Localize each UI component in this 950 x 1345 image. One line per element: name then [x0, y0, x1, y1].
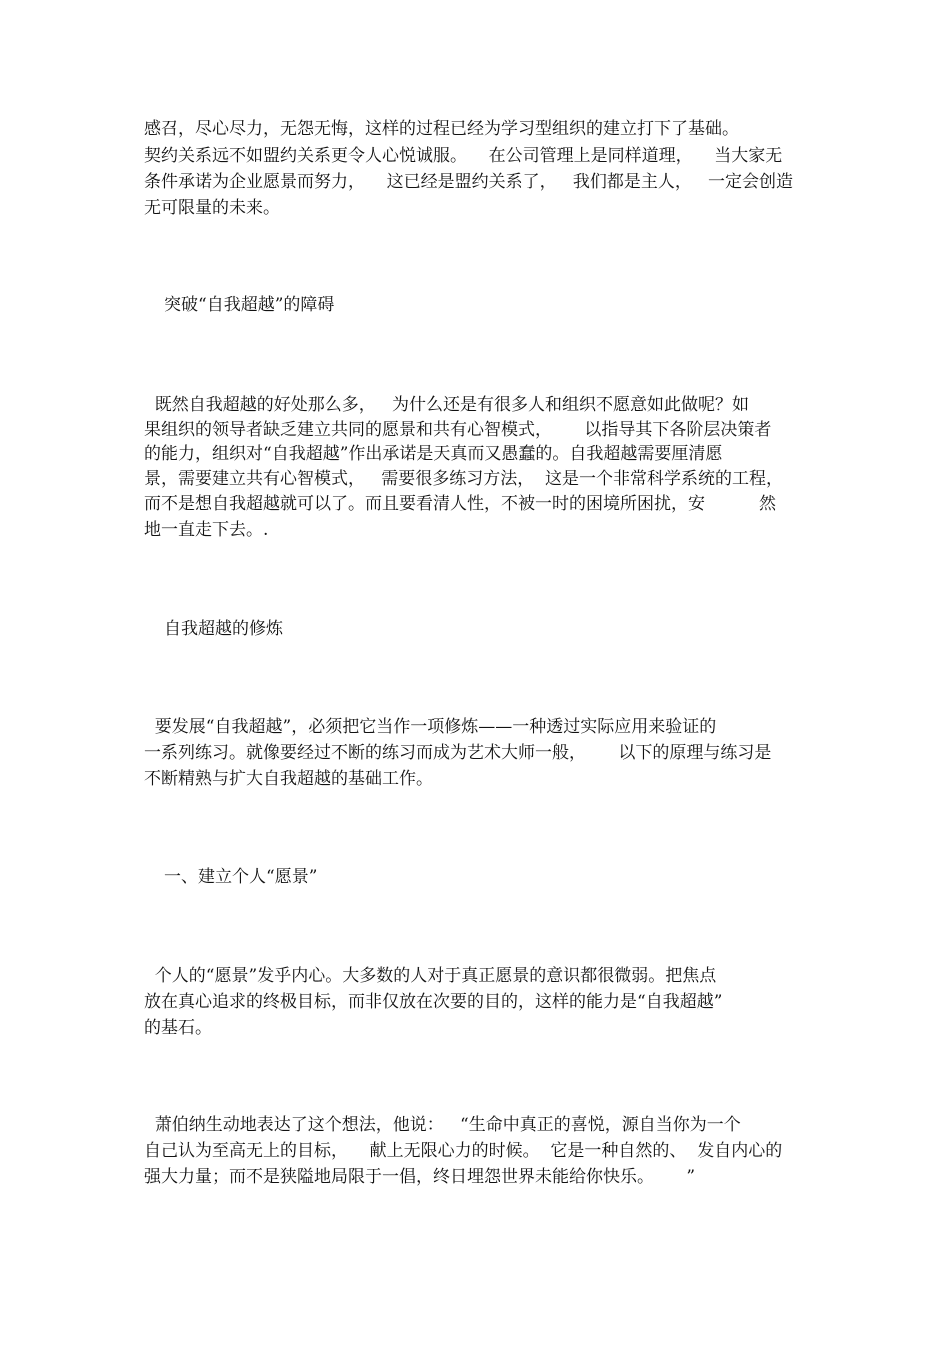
- paragraph-line: 地一直走下去。.: [144, 520, 269, 540]
- paragraph-line: 不断精熟与扩大自我超越的基础工作。: [144, 769, 433, 789]
- paragraph-line: 果组织的领导者缺乏建立共同的愿景和共有心智模式， 以指导其下各阶层决策者: [144, 420, 772, 440]
- paragraph-line: 一系列练习。就像要经过不断的练习而成为艺术大师一般， 以下的原理与练习是: [144, 743, 772, 763]
- section-heading: 一、建立个人“愿景”: [164, 867, 318, 887]
- paragraph-line: 感召，尽心尽力，无怨无悔，这样的过程已经为学习型组织的建立打下了基础。: [144, 119, 739, 139]
- paragraph-line: 而不是想自我超越就可以了。而且要看清人性，不被一时的困境所困扰，安 然: [144, 494, 777, 514]
- paragraph-line: 的基石。: [144, 1018, 212, 1038]
- paragraph-line: 萧伯纳生动地表达了这个想法，他说： “生命中真正的喜悦，源自当你为一个: [144, 1115, 741, 1135]
- paragraph-line: 条件承诺为企业愿景而努力， 这已经是盟约关系了， 我们都是主人， 一定会创造: [144, 172, 794, 192]
- paragraph-line: 强大力量；而不是狭隘地局限于一倡，终日埋怨世界未能给你快乐。 ”: [144, 1167, 696, 1187]
- paragraph-line: 要发展“自我超越”，必须把它当作一项修炼——一种透过实际应用来验证的: [144, 717, 717, 737]
- paragraph-line: 放在真心追求的终极目标，而非仅放在次要的目的，这样的能力是“自我超越”: [144, 992, 723, 1012]
- section-heading: 突破“自我超越”的障碍: [164, 295, 335, 315]
- paragraph-line: 契约关系远不如盟约关系更令人心悦诚服。 在公司管理上是同样道理， 当大家无: [144, 146, 783, 166]
- paragraph-line: 个人的“愿景”发乎内心。大多数的人对于真正愿景的意识都很微弱。把焦点: [144, 966, 717, 986]
- paragraph-line: 无可限量的未来。: [144, 198, 280, 218]
- paragraph-line: 既然自我超越的好处那么多， 为什么还是有很多人和组织不愿意如此做呢？如: [144, 395, 750, 415]
- paragraph-line: 景，需要建立共有心智模式， 需要很多练习方法， 这是一个非常科学系统的工程，: [144, 469, 784, 489]
- paragraph-line: 的能力，组织对“自我超越”作出承诺是天真而又愚蠢的。自我超越需要厘清愿: [144, 444, 723, 464]
- paragraph-line: 自己认为至高无上的目标， 献上无限心力的时候。 它是一种自然的、 发自内心的: [144, 1141, 783, 1161]
- section-heading: 自我超越的修炼: [164, 619, 283, 639]
